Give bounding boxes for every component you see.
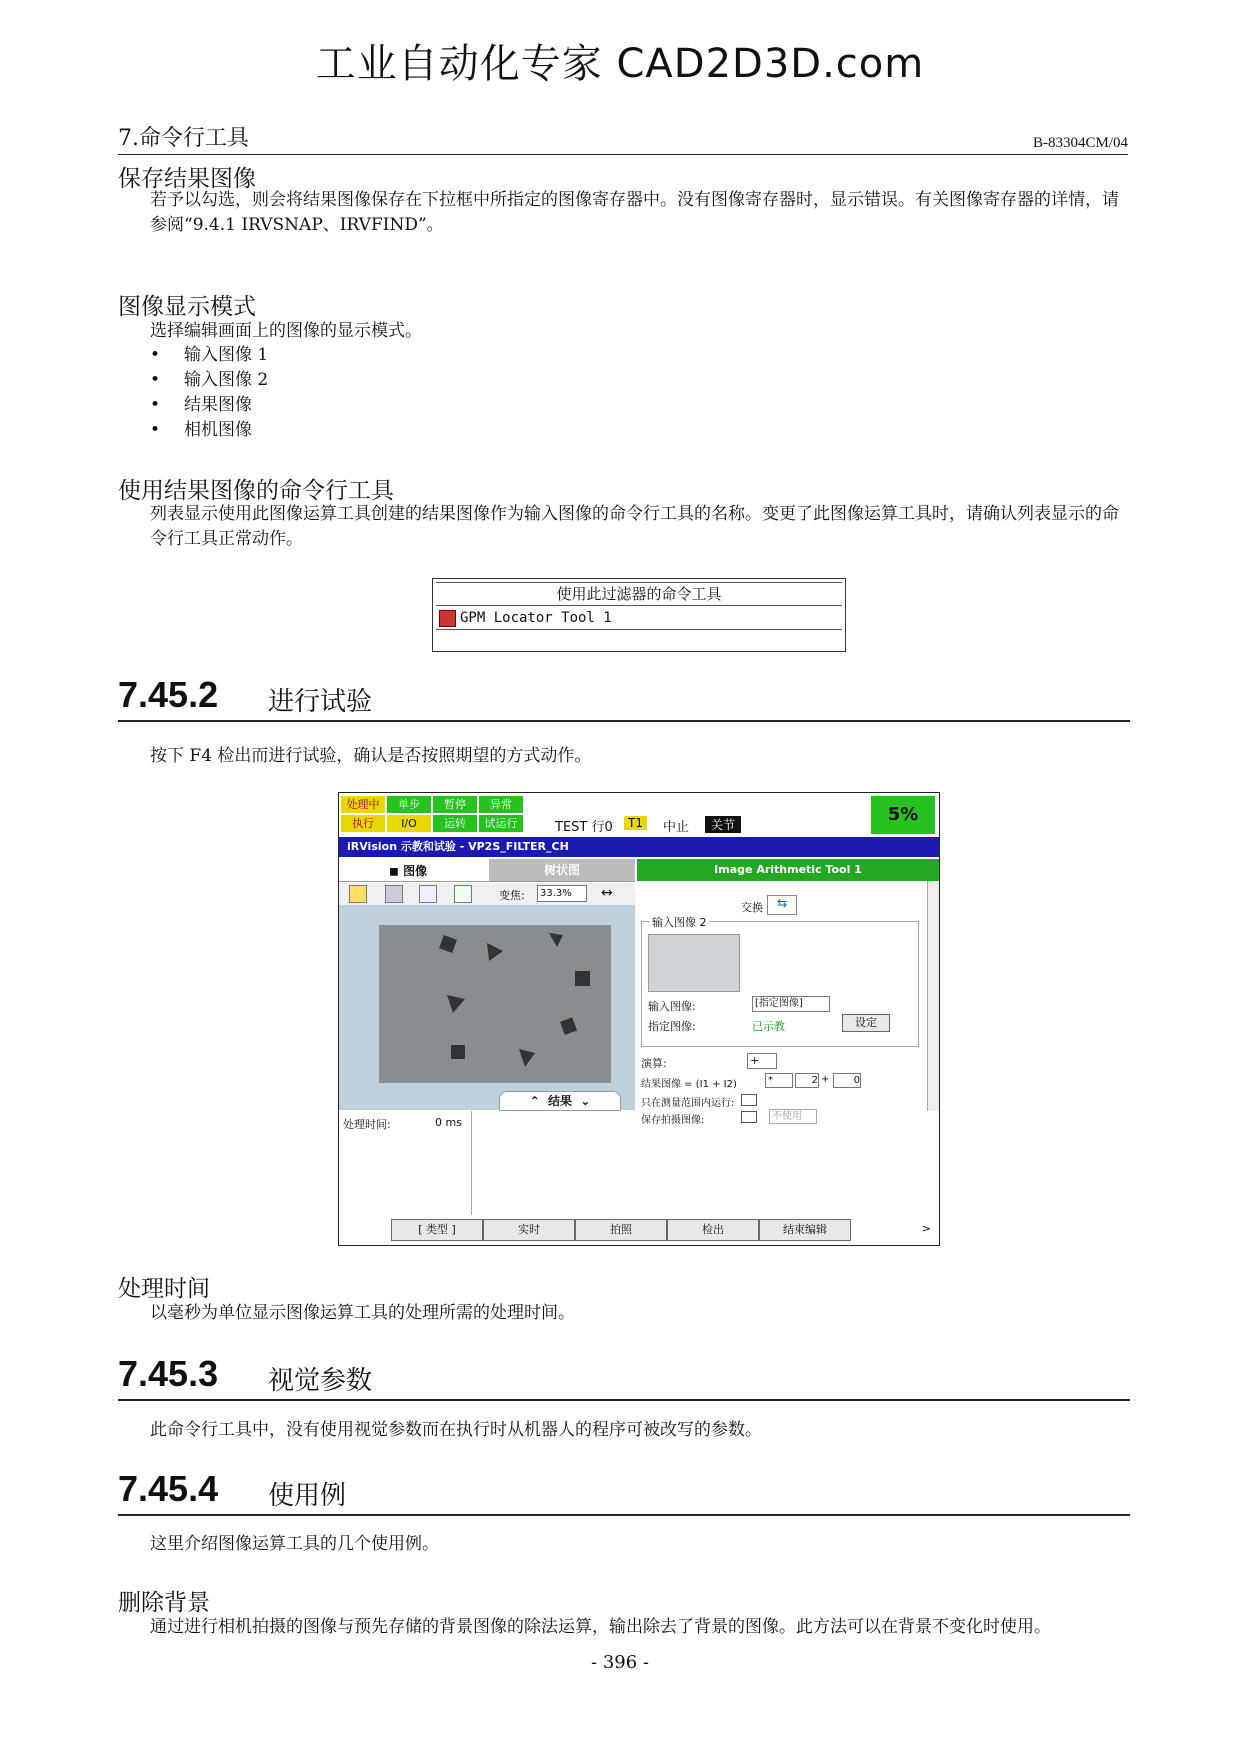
list-item: • 输入图像 2	[150, 368, 268, 393]
part	[451, 1045, 465, 1059]
result-plus: +	[821, 1074, 830, 1085]
status-run: 执行	[341, 815, 385, 832]
input2-thumbnail	[648, 934, 740, 992]
save-logged-label: 保存拍摄图像:	[641, 1115, 705, 1126]
operation-label: 演算:	[641, 1057, 667, 1070]
tool-title-bar: Image Arithmetic Tool 1	[637, 859, 939, 881]
tool-icon	[439, 610, 456, 627]
list-item: • 相机图像	[150, 418, 268, 443]
joint-badge: 关节	[705, 816, 741, 833]
input2-group	[641, 916, 919, 1047]
f4-find-button[interactable]: 检出	[667, 1219, 759, 1241]
result-offset-input[interactable]: 0	[833, 1073, 861, 1088]
tool-setup-panel	[637, 881, 925, 1111]
f3-snap-button[interactable]: 拍照	[575, 1219, 667, 1241]
para-tools-using: 列表显示使用此图像运算工具创建的结果图像作为输入图像的命令行工具的名称。变更了此图像运算工具时，请确认列表显示的命令行工具正常动作。	[150, 504, 1119, 549]
display-mode-list	[150, 343, 268, 443]
program-state: 中止	[663, 820, 690, 835]
proc-time-label: 处理时间:	[343, 1118, 391, 1131]
part	[447, 995, 465, 1013]
part	[575, 971, 590, 986]
input-image-select[interactable]: [指定图像]	[752, 996, 830, 1012]
next-page-icon[interactable]: >	[851, 1219, 931, 1239]
heading-bg-removal: 删除背景	[118, 1590, 210, 1616]
swap-icon[interactable]: ⇆	[767, 895, 797, 915]
section-title: 视觉参数	[268, 1366, 373, 1396]
result-multiplier-input[interactable]: 2	[795, 1073, 819, 1088]
results-toggle[interactable]: ⌃ 结果 ⌄	[499, 1091, 621, 1111]
swap-label: 交换	[741, 901, 763, 914]
section-title: 使用例	[268, 1481, 347, 1511]
proc-time-panel	[339, 1111, 472, 1215]
save-logged-select[interactable]: 不使用	[769, 1109, 817, 1124]
part	[439, 935, 457, 953]
save-icon[interactable]	[385, 885, 403, 903]
camera-icon: ◼	[389, 864, 399, 878]
f5-end-edit-button[interactable]: 结束编辑	[759, 1219, 851, 1241]
heading-proc-time: 处理时间	[118, 1276, 210, 1302]
part	[549, 933, 563, 947]
section-heading-7454	[118, 1470, 1130, 1516]
status-io: I/O	[387, 815, 431, 832]
left-tabs	[339, 859, 635, 882]
section-title: 进行试验	[268, 687, 373, 717]
status-fault: 异常	[479, 796, 523, 813]
section-number: 7.45.4	[118, 1468, 219, 1509]
part	[560, 1017, 577, 1035]
zoom-label: 变焦:	[499, 889, 525, 902]
table-cell: GPM Locator Tool 1	[460, 610, 612, 626]
camera-image	[379, 925, 611, 1083]
heading-tools-using: 使用结果图像的命令行工具	[118, 478, 394, 504]
irvision-screenshot	[338, 792, 940, 1246]
para-proc-time: 以毫秒为单位显示图像运算工具的处理所需的处理时间。	[150, 1303, 575, 1323]
status-step: 单步	[387, 796, 431, 813]
chapter-title: 7.命令行工具	[118, 126, 249, 151]
part-shapes	[439, 933, 590, 1067]
para-bg-removal: 通过进行相机拍摄的图像与预先存储的背景图像的除法运算，输出除去了背景的图像。此方法可以在背景不变化时使用。	[150, 1617, 1051, 1637]
list-item: • 结果图像	[150, 393, 268, 418]
result-op-select[interactable]: *	[765, 1073, 793, 1088]
table-row[interactable]	[436, 607, 842, 630]
only-in-range-label: 只在测量范围内运行:	[641, 1098, 735, 1109]
table-header: 使用此过滤器的命令工具	[436, 582, 842, 606]
para-7452: 按下 F4 检出而进行试验，确认是否按照期望的方式动作。	[150, 746, 592, 766]
proc-time-value: 0 ms	[435, 1116, 462, 1129]
part	[487, 943, 503, 961]
f2-live-button[interactable]: 实时	[483, 1219, 575, 1241]
operation-select[interactable]: +	[747, 1053, 777, 1069]
doc-code: B-83304CM/04	[1032, 135, 1128, 151]
fit-icon[interactable]: ↔	[601, 885, 613, 901]
tab-image[interactable]: ◼ 图像	[389, 864, 428, 878]
status-prod: 运转	[433, 815, 477, 832]
heading-save-result: 保存结果图像	[118, 166, 256, 192]
specified-image-label: 指定图像:	[648, 1020, 696, 1033]
page-number: - 396 -	[591, 1652, 649, 1673]
input-image-label: 输入图像:	[648, 1000, 696, 1013]
input2-group-label: 输入图像 2	[652, 916, 707, 929]
para-7454: 这里介绍图像运算工具的几个使用例。	[150, 1534, 439, 1554]
status-tcyc: 试运行	[479, 815, 523, 832]
list-item: • 输入图像 1	[150, 343, 268, 368]
para-display-mode: 选择编辑画面上的图像的显示模式。	[150, 321, 422, 341]
para-save-result: 若予以勾选，则会将结果图像保存在下拉框中所指定的图像寄存器中。没有图像寄存器时，显示错误。有关图像寄存器的详情，请参阅“9.4.1 IRVSNAP、IRVFIND”。	[150, 190, 1119, 235]
running-header	[118, 124, 1128, 155]
f1-type-button[interactable]: [ 类型 ]	[391, 1219, 483, 1241]
save-logged-checkbox[interactable]	[741, 1111, 757, 1123]
program-line: TEST 行0	[555, 820, 613, 835]
para-7453: 此命令行工具中，没有使用视觉参数而在执行时从机器人的程序可被改写的参数。	[150, 1420, 762, 1440]
specified-image-value: 已示教	[752, 1020, 785, 1033]
chevron-down-icon: ⌄	[580, 1094, 591, 1108]
tab-tree[interactable]: 树状图	[489, 859, 635, 881]
open-icon[interactable]	[349, 885, 367, 903]
t1-badge: T1	[624, 816, 647, 830]
section-number: 7.45.2	[118, 674, 219, 715]
result-formula: 结果图像 = (I1 + I2)	[641, 1079, 737, 1090]
scrollbar[interactable]	[927, 881, 940, 1111]
status-busy: 处理中	[341, 796, 385, 813]
section-heading-7452	[118, 676, 1130, 722]
heading-display-mode: 图像显示模式	[118, 294, 256, 320]
site-banner: 工业自动化专家 CAD2D3D.com	[315, 41, 925, 87]
image-toolbar	[339, 883, 635, 905]
status-hold: 暂停	[433, 796, 477, 813]
setup-button[interactable]: 设定	[842, 1014, 890, 1032]
image-view[interactable]	[339, 905, 635, 1110]
section-heading-7453	[118, 1355, 1130, 1401]
save-logged-row	[637, 1111, 939, 1131]
override-value[interactable]: 5%	[871, 796, 935, 834]
only-in-range-checkbox[interactable]	[741, 1094, 757, 1106]
pen-icon[interactable]	[454, 885, 472, 903]
filter-usage-table	[432, 578, 846, 652]
zoom-select[interactable]: 33.3%	[537, 885, 587, 902]
window-title-bar: iRVision 示教和试验 - VP2S_FILTER_CH	[339, 837, 939, 857]
grid-icon[interactable]	[419, 885, 437, 903]
part	[519, 1049, 535, 1067]
section-number: 7.45.3	[118, 1353, 219, 1394]
chevron-up-icon: ⌃	[529, 1094, 540, 1108]
